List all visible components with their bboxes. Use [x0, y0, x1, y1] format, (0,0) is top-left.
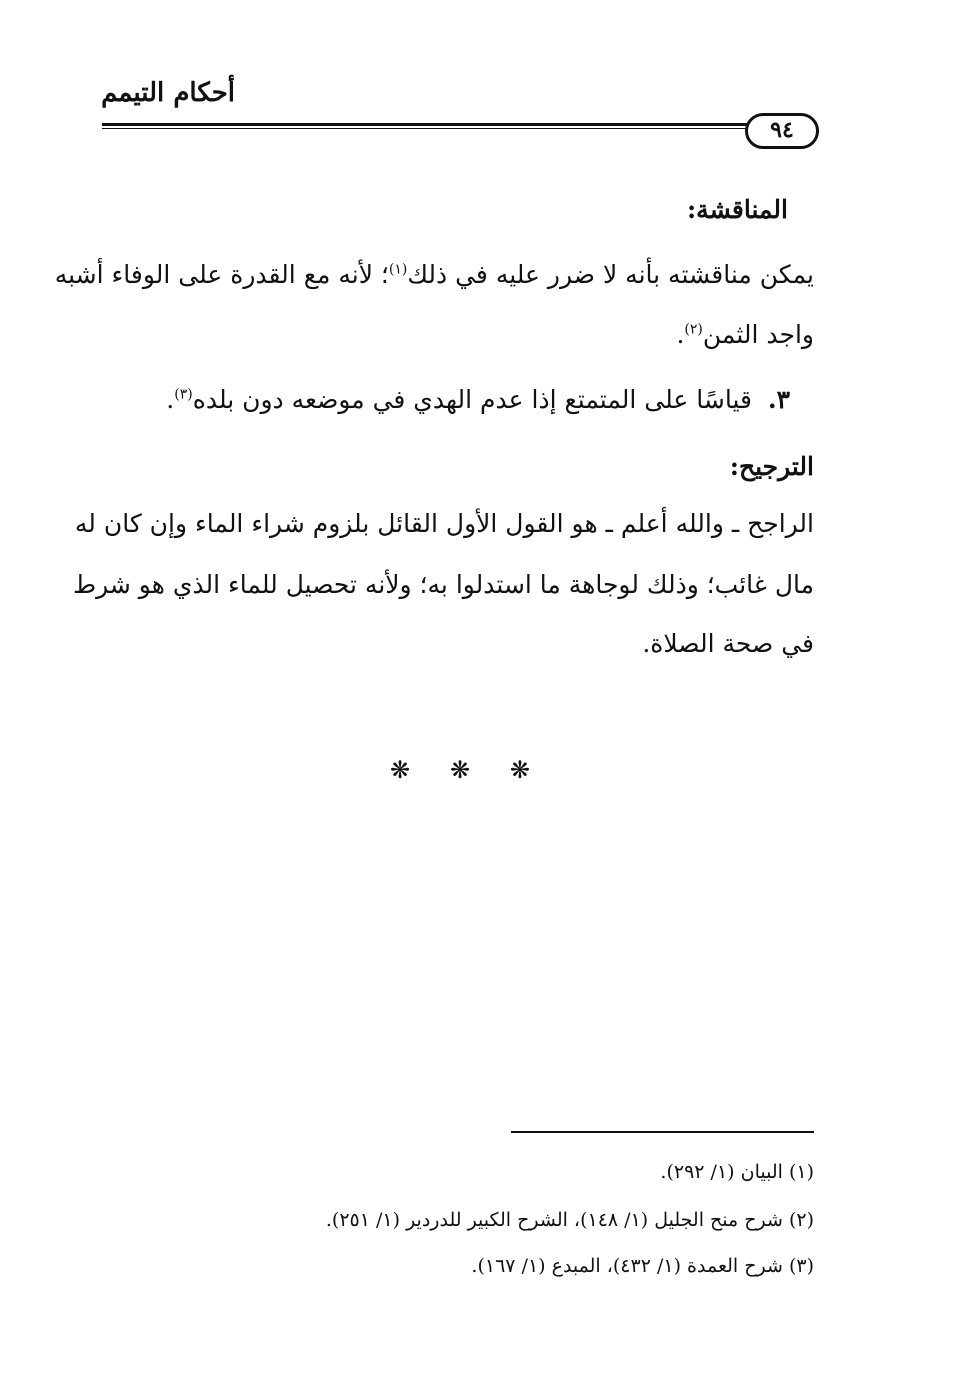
star-ornament: ❋: [390, 756, 411, 784]
header-rule: [102, 123, 757, 129]
tarjih-line-3: في صحة الصلاة.: [642, 629, 814, 658]
footnote-1: (١) البيان (١/ ٢٩٢).: [660, 1161, 814, 1183]
tarjih-heading: الترجيح:: [729, 452, 814, 481]
discussion-line-2-text: واجد الثمن: [702, 320, 814, 349]
discussion-heading: المناقشة:: [686, 195, 788, 224]
section-separator: [390, 756, 530, 784]
discussion-line-2-text-end: .: [676, 320, 685, 349]
tarjih-line-1: الراجح ـ والله أعلم ـ هو القول الأول القائل بلزوم شراء الماء وإن كان له: [74, 509, 814, 538]
footnote-2: (٢) شرح منح الجليل (١/ ١٤٨)، الشرح الكبير للدردير (١/ ٢٥١).: [325, 1209, 814, 1231]
point-3-number: ٣.: [767, 385, 790, 414]
discussion-line-1-text: يمكن مناقشته بأنه لا ضرر عليه في ذلك: [407, 260, 814, 289]
running-title: أحكام التيمم: [101, 78, 235, 108]
tarjih-line-2: مال غائب؛ وذلك لوجاهة ما استدلوا به؛ ولأنه تحصيل للماء الذي هو شرط: [73, 570, 814, 599]
point-3: [166, 370, 790, 430]
discussion-line-1: [54, 245, 814, 305]
footnote-3: (٣) شرح العمدة (١/ ٤٣٢)، المبدع (١/ ١٦٧).: [471, 1255, 814, 1277]
point-3-text: قياسًا على المتمتع إذا عدم الهدي في موضعه دون بلده: [192, 385, 752, 414]
footnote-ref-3: (٣): [174, 386, 193, 403]
discussion-line-2: [676, 305, 814, 365]
footnote-ref-1: (١): [388, 261, 408, 278]
footnote-rule: [511, 1131, 814, 1133]
discussion-line-1-text-end: ؛ لأنه مع القدرة على الوفاء أشبه: [54, 260, 389, 289]
point-3-text-end: .: [166, 385, 175, 414]
star-ornament: ❋: [509, 756, 530, 784]
page-number: ٩٤: [745, 113, 819, 149]
star-ornament: ❋: [449, 756, 471, 784]
footnote-ref-2: (٢): [684, 321, 703, 338]
